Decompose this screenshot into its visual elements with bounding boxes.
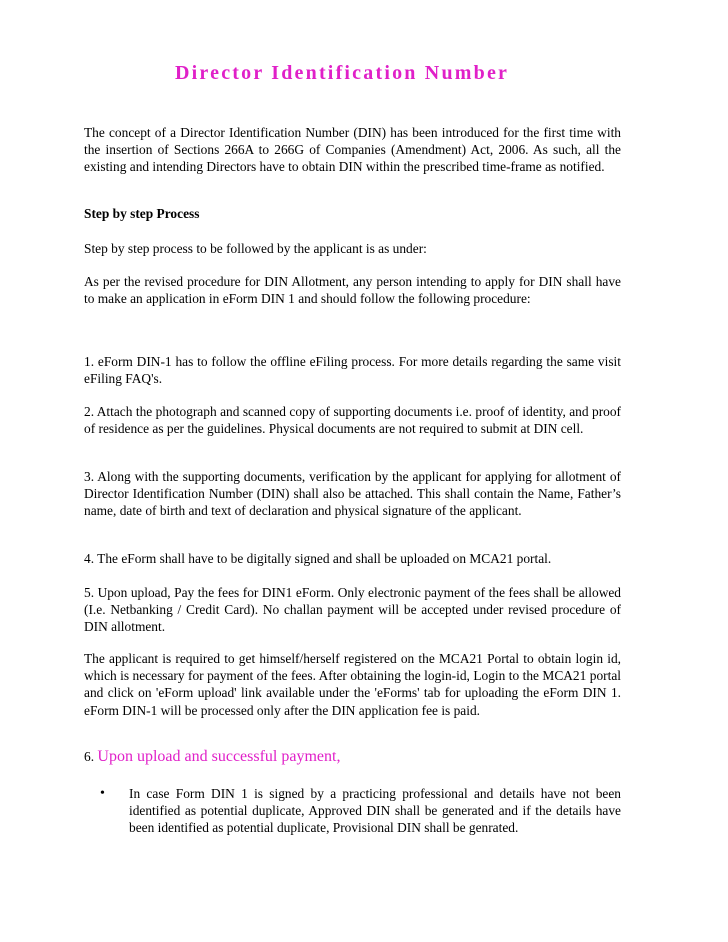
revised-procedure-paragraph: As per the revised procedure for DIN Allotment, any person intending to apply for DIN shall have to make an application in eForm DIN 1 and should follow the following procedure: — [84, 274, 621, 307]
bullet-icon: • — [100, 786, 105, 801]
step-5-paragraph: 5. Upon upload, Pay the fees for DIN1 eForm. Only electronic payment of the fees shall be allowed (I.e. Netbanking / Credit Card). No challan payment will be accepted under revised procedure of DIN allotment. — [84, 585, 621, 635]
list-item: In case Form DIN 1 is signed by a practicing professional and details have not been identified as potential duplicate, Approved DIN shall be generated and if the details have been identified as potential duplicate, Provisional DIN shall be genrated. — [129, 786, 621, 836]
step-6-number: 6. — [84, 749, 95, 764]
step-3-paragraph: 3. Along with the supporting documents, verification by the applicant for applying for allotment of Director Identification Number (DIN) shall also be attached. This shall contain the Name, Father’s name, date of birth and text of declaration and physical signature of the applicant. — [84, 469, 621, 519]
registration-paragraph: The applicant is required to get himself/herself registered on the MCA21 Portal to obtain login id, which is necessary for payment of the fees. After obtaining the login-id, Login to the MCA21 portal and click on 'eForm upload' link available under the 'eForms' tab for uploading the eForm DIN 1. eForm DIN-1 will be processed only after the DIN application fee is paid. — [84, 651, 621, 718]
step-6-heading-text: Upon upload and successful payment, — [97, 748, 341, 765]
step-4-paragraph: 4. The eForm shall have to be digitally signed and shall be uploaded on MCA21 portal. — [84, 551, 552, 566]
step-1-paragraph: 1. eForm DIN-1 has to follow the offline eFiling process. For more details regarding the same visit eFiling FAQ's. — [84, 354, 621, 387]
step-heading: Step by step Process — [84, 206, 200, 221]
document-title: Director Identification Number — [175, 62, 510, 84]
step-2-paragraph: 2. Attach the photograph and scanned copy of supporting documents i.e. proof of identity, and proof of residence as per the guidelines. Physical documents are not required to submit at DIN cell. — [84, 404, 621, 437]
step-intro-paragraph: Step by step process to be followed by the applicant is as under: — [84, 241, 427, 256]
intro-paragraph: The concept of a Director Identification Number (DIN) has been introduced for the first time with the insertion of Sections 266A to 266G of Companies (Amendment) Act, 2006. As such, all the existing and intending Directors have to obtain DIN within the prescribed time-frame as notified. — [84, 125, 621, 175]
step-6-heading — [84, 748, 340, 766]
